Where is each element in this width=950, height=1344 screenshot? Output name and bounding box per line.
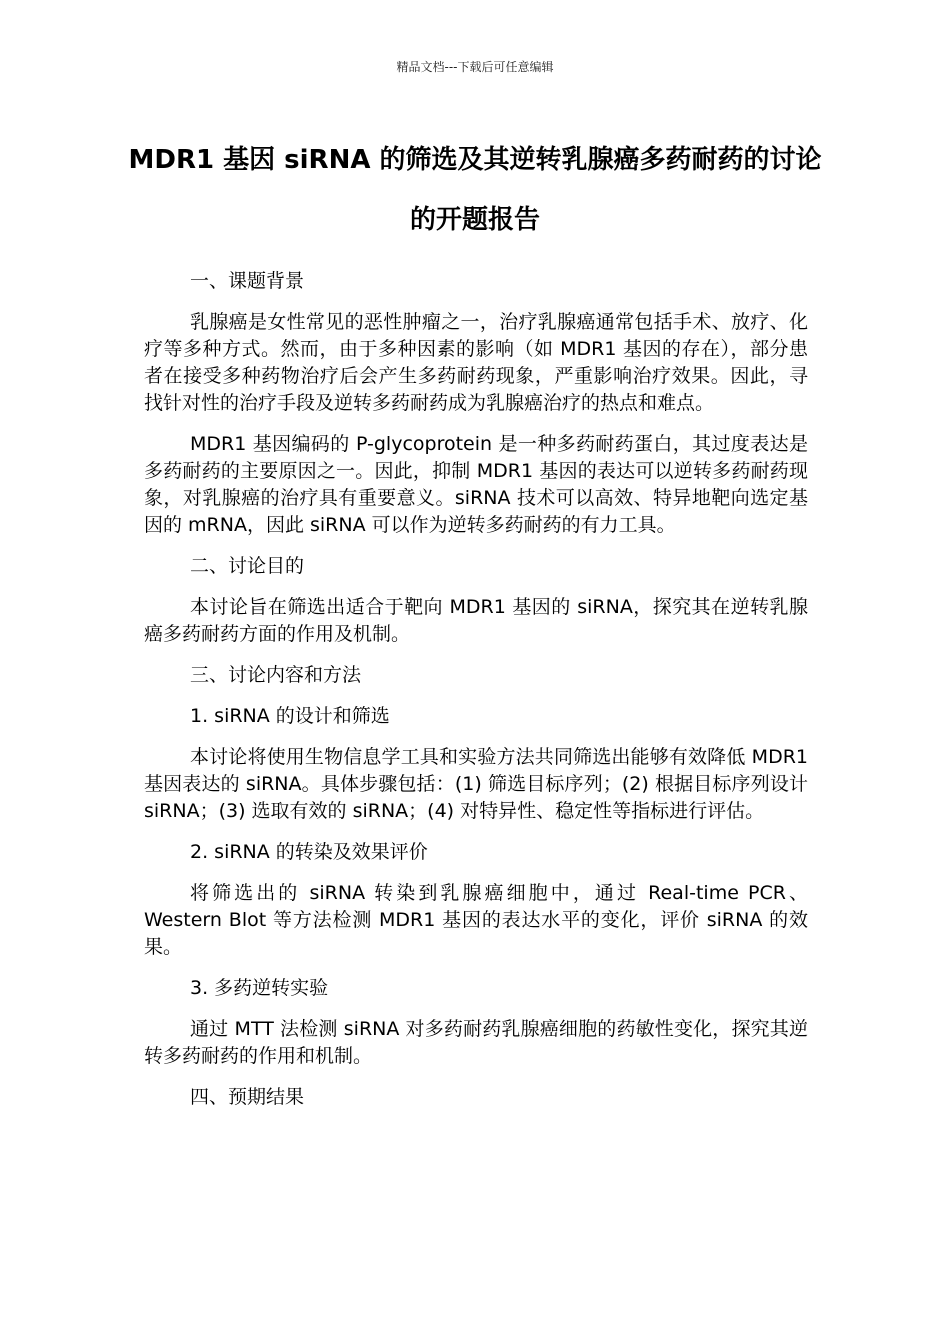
section-heading-purpose: 二、讨论目的 [190,555,305,577]
subsection-heading-design: 1. siRNA 的设计和筛选 [190,705,390,727]
subsection-heading-transfection: 2. siRNA 的转染及效果评价 [190,841,428,863]
section-heading-background: 一、课题背景 [190,270,305,292]
document-body [144,268,808,1125]
document-title: MDR1 基因 siRNA 的筛选及其逆转乳腺癌多药耐药的讨论的开题报告 [128,145,822,235]
paragraph-purpose: 本讨论旨在筛选出适合于靶向 MDR1 基因的 siRNA，探究其在逆转乳腺癌多药耐药方面的作用及机制。 [144,596,808,645]
paragraph-design: 本讨论将使用生物信息学工具和实验方法共同筛选出能够有效降低 MDR1 基因表达的 siRNA。具体步骤包括：(1) 筛选目标序列；(2) 根据目标序列设计 siRNA；(3) 选取有效的 siRNA；(4) 对特异性、稳定性等指标进行评估。 [144,746,808,822]
paragraph-background-2: MDR1 基因编码的 P-glycoprotein 是一种多药耐药蛋白，其过度表达是多药耐药的主要原因之一。因此，抑制 MDR1 基因的表达可以逆转多药耐药现象，对乳腺癌的治疗具有重要意义。siRNA 技术可以高效、特异地靶向选定基因的 mRNA，因此 siRNA 可以作为逆转多药耐药的有力工具。 [144,433,808,536]
paragraph-transfection: 将筛选出的 siRNA 转染到乳腺癌细胞中，通过 Real-time PCR、Western Blot 等方法检测 MDR1 基因的表达水平的变化，评价 siRNA 的效果。 [144,882,808,958]
page-header-note: 精品文档---下载后可任意编辑 [396,60,554,74]
subsection-heading-reversal: 3. 多药逆转实验 [190,977,329,999]
paragraph-background-1: 乳腺癌是女性常见的恶性肿瘤之一，治疗乳腺癌通常包括手术、放疗、化疗等多种方式。然而，由于多种因素的影响（如 MDR1 基因的存在），部分患者在接受多种药物治疗后会产生多药耐药现象，严重影响治疗效果。因此，寻找针对性的治疗手段及逆转多药耐药成为乳腺癌治疗的热点和难点。 [144,311,808,414]
section-heading-expected-results: 四、预期结果 [190,1086,305,1108]
section-heading-methods: 三、讨论内容和方法 [190,664,362,686]
paragraph-reversal: 通过 MTT 法检测 siRNA 对多药耐药乳腺癌细胞的药敏性变化，探究其逆转多药耐药的作用和机制。 [144,1018,808,1067]
